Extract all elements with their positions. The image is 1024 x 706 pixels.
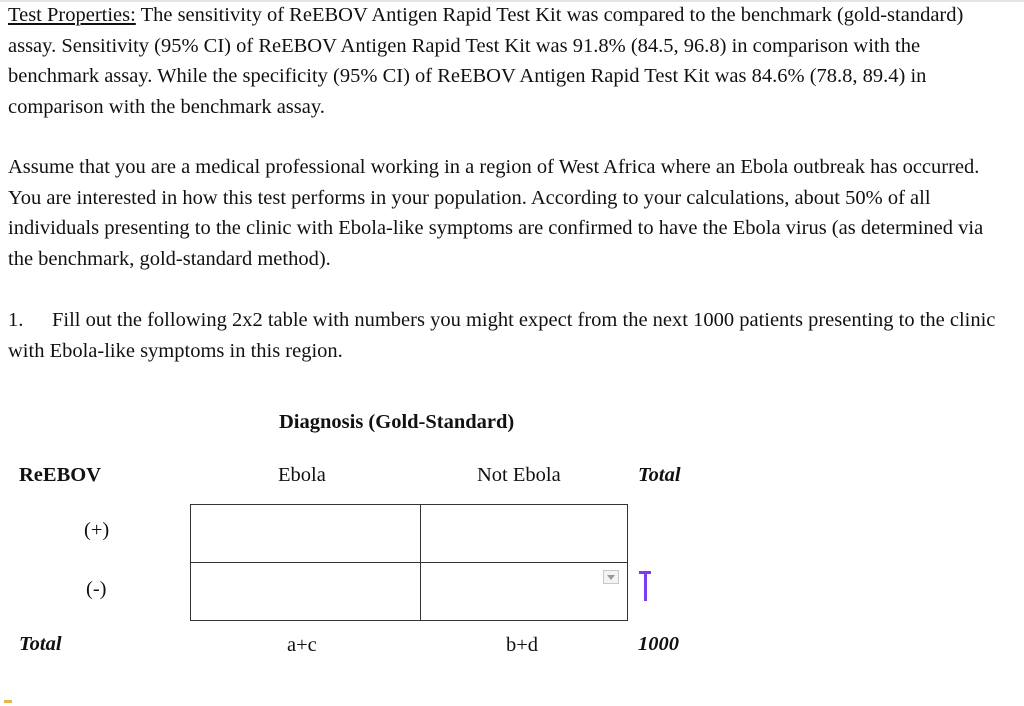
col-header-ebola: Ebola: [278, 464, 326, 486]
row-label-total: Total: [19, 633, 62, 655]
question-number: 1.: [8, 309, 24, 331]
table-heading: Diagnosis (Gold-Standard): [279, 411, 515, 433]
question-1: [8, 305, 1008, 366]
total-not-ebola: b+d: [506, 634, 539, 656]
col-header-total: Total: [638, 464, 681, 486]
cell-positive-ebola[interactable]: [190, 504, 422, 564]
cell-negative-not-ebola[interactable]: [420, 562, 628, 621]
row-label-positive: (+): [84, 519, 110, 541]
question-text: Fill out the following 2x2 table with numbers you might expect from the next 1000 patients presenting to the clinic with Ebola-like symptoms in this region.: [8, 309, 996, 362]
cell-positive-not-ebola[interactable]: [420, 504, 628, 564]
test-properties-text: The sensitivity of ReEBOV Antigen Rapid Test Kit was compared to the benchmark (gold-standard) assay. Sensitivity (95% CI) of ReEBOV Antigen Rapid Test Kit was 91.8% (84.5, 96.8) in comparison with the benchmark assay. While the specificity (95% CI) of ReEBOV Antigen Rapid Test Kit was 84.6% (78.8, 89.4) in comparison with the benchmark assay.: [8, 4, 964, 118]
test-properties-paragraph: [8, 0, 1008, 122]
scenario-paragraph: Assume that you are a medical professional working in a region of West Africa where an Ebola outbreak has occurred. You are interested in how this test performs in your population. According to your calculations, about 50% of all individuals presenting to the clinic with Ebola-like symptoms are confirmed to have the Ebola virus (as determined via the benchmark, gold-standard method).: [8, 156, 984, 270]
corner-mark: [4, 700, 12, 703]
text-cursor-icon: [639, 571, 651, 601]
grand-total: 1000: [638, 633, 679, 655]
cell-negative-ebola[interactable]: [190, 562, 422, 621]
total-ebola: a+c: [287, 634, 317, 656]
col-header-not-ebola: Not Ebola: [477, 464, 561, 486]
dropdown-arrow-icon[interactable]: [603, 570, 619, 584]
row-header-reebov: ReEBOV: [19, 464, 101, 486]
row-label-negative: (-): [86, 578, 107, 600]
test-properties-label: Test Properties:: [8, 4, 136, 26]
